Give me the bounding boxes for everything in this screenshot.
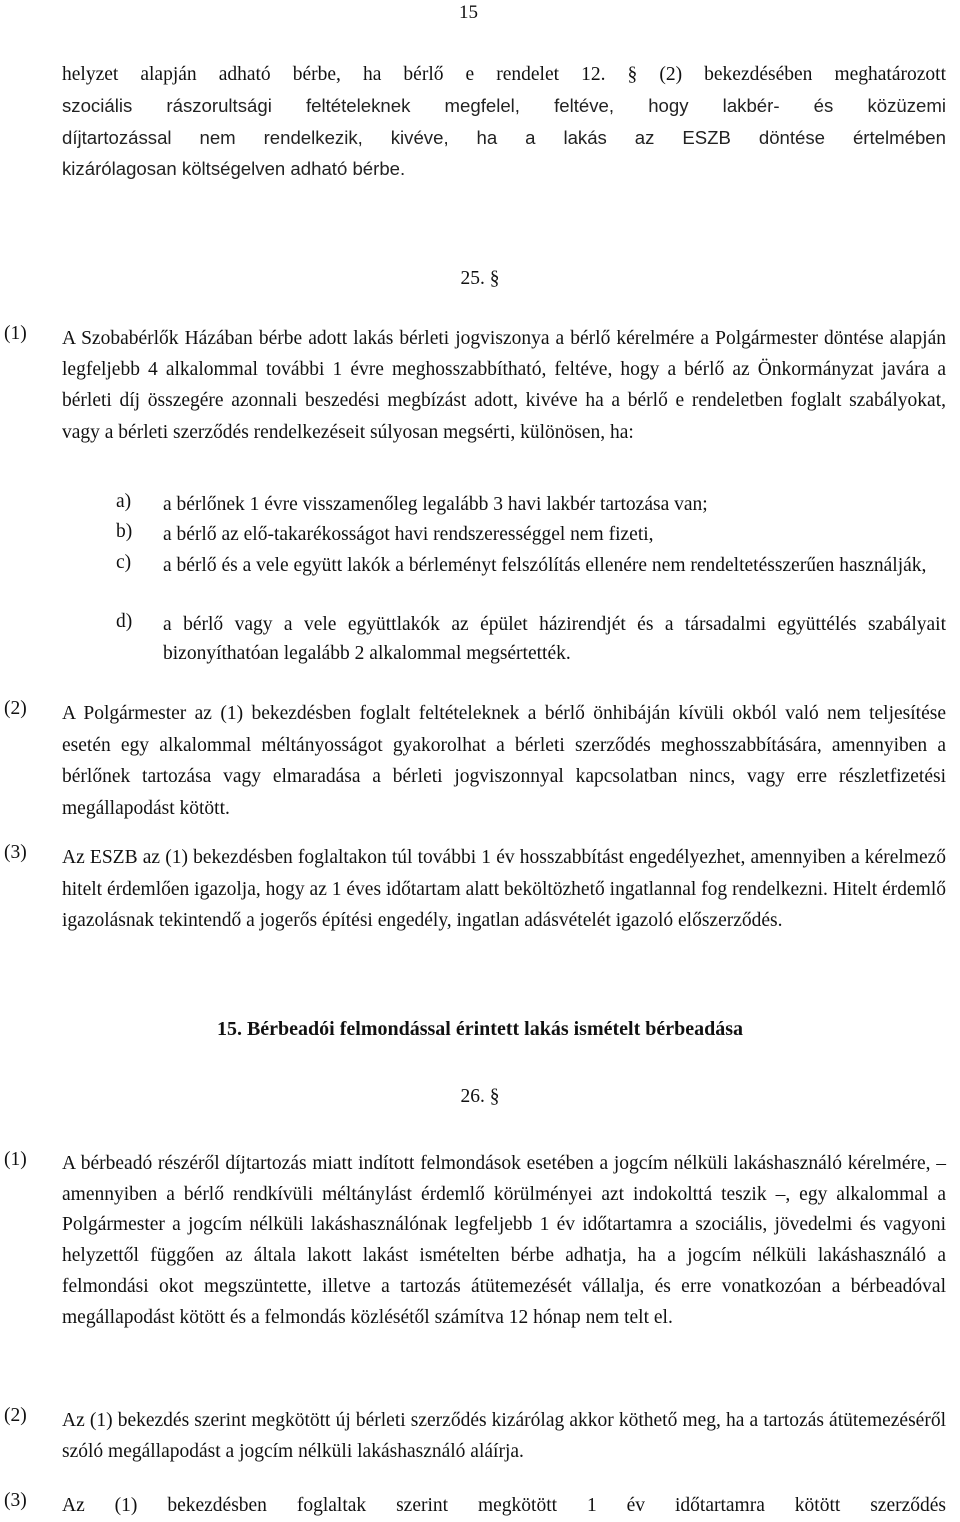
section25-paragraph-3: Az ESZB az (1) bekezdésben foglaltakon túl további 1 év hosszabbítást engedélyezhet, amennyiben a kérelmező hitelt érdemlően igazolja, hogy az 1 éves időtartam alatt beköltözhető ingatlannal fog rendelkezni. Hitelt érdemlő igazolásnak tekintendő a jogerős építési engedély, ingatlan adásvételét igazoló előszerződés. [62,847,946,932]
paragraph-number: (2) [4,698,27,719]
intro-line: helyzet alapján adható bérbe, ha bérlő e rendelet 12. § (2) bekezdésében meghatározott [62,64,946,85]
intro-line: szociális rászorultsági feltételeknek megfelel, feltéve, hogy lakbér- és közüzemi [62,95,946,117]
section26-paragraph-1: A bérbeadó részéről díjtartozás miatt indított felmondások esetében a jogcím nélküli lakáshasználó kérelmére, – amennyiben a bérlő rendkívüli méltánylást érdemlő körülményei azt indokolttá teszik –, egy alkalommal a Polgármester a jogcím nélküli lakáshasználónak legfeljebb 1 év időtartamra a szociális, jövedelmi és vagyoni helyzettől függően az általa lakott lakást ismételten bérbe adhatja, ha a jogcím nélküli lakáshasználó a felmondási okot megszüntette, illetve a tartozás átütemezését vállalja, és erre vonatkozóan a bérbeadóval megállapodást kötött és a felmondás közlésétől számítva 12 hónap nem telt el. [62,1153,946,1328]
section26-paragraph-3: Az (1) bekezdésben foglaltak szerint megkötött 1 év időtartamra kötött szerződés [62,1495,946,1516]
list-letter: d) [116,611,133,632]
section-heading-25: 25. § [460,268,500,289]
section25-paragraph-1: A Szobabérlők Házában bérbe adott lakás bérleti jogviszonya a bérlő kérelmére a Polgármester döntése alapján legfeljebb 4 alkalommal további 1 évre meghosszabbítható, feltéve, hogy a bérlő az Önkormányzat javára a bérleti díj összegére azonnali beszedési megbízást adott, kivéve ha a bérlő e rendeletben foglalt szabályokat, vagy a bérleti szerződés rendelkezéseit súlyosan megsérti, különösen, ha: [62,328,946,443]
list-letter: b) [116,521,133,542]
section25-paragraph-2: A Polgármester az (1) bekezdésben foglalt feltételeknek a bérlő önhibáján kívüli okból való nem teljesítése esetén egy alkalommal méltányosságot gyakorolhat a bérleti szerződés meghosszabbítására, amennyiben a bérlőnek tartozása vagy elmaradása a bérleti jogviszonnyal kapcsolatban nincs, vagy erre részletfizetési megállapodást kötött. [62,703,946,819]
list-item: a bérlőnek 1 évre visszamenőleg legalább 3 havi lakbér tartozása van; [163,494,708,515]
intro-line: díjtartozással nem rendelkezik, kivéve, ha a lakás az ESZB döntése értelmében [62,126,946,148]
list-item: a bérlő vagy a vele együttlakók az épület házirendjét és a társadalmi együttélés szabályait bizonyíthatóan legalább 2 alkalommal megsértették. [163,614,946,664]
intro-line: kizárólagosan költségelven adható bérbe. [62,158,406,180]
section-heading-26: 26. § [460,1086,500,1107]
list-letter: c) [116,552,132,573]
intro-paragraph [62,59,946,185]
paragraph-number: (3) [4,842,27,863]
chapter-title: 15. Bérbeadói felmondással érintett lakás ismételt bérbeadása [216,1018,744,1040]
list-item: a bérlő és a vele együtt lakók a bérleményt felszólítás ellenére nem rendeltetésszerűen használják, [163,555,927,576]
list-letter: a) [116,491,132,512]
paragraph-number: (1) [4,1149,27,1170]
paragraph-number: (2) [4,1405,27,1426]
paragraph-number: (3) [4,1490,27,1511]
list-item: a bérlő az elő-takarékosságot havi rendszerességgel nem fizeti, [163,524,654,545]
page-number: 15 [459,2,478,23]
section26-paragraph-2: Az (1) bekezdés szerint megkötött új bérleti szerződés kizárólag akkor köthető meg, ha a tartozás átütemezéséről szóló megállapodást a jogcím nélküli lakáshasználó aláírja. [62,1410,946,1463]
paragraph-number: (1) [4,323,27,344]
